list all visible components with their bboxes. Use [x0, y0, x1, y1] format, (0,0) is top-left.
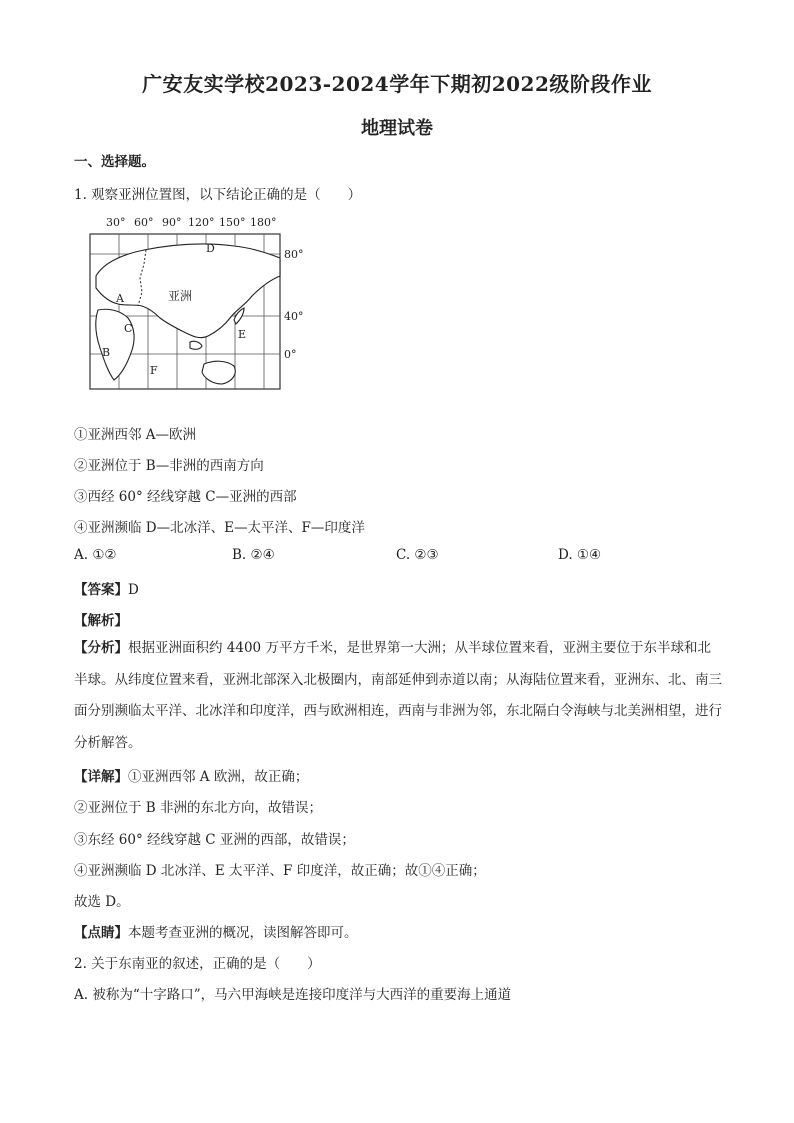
- question-2-stem: 2. 关于东南亚的叙述，正确的是（ ）: [74, 956, 321, 972]
- detail-text: ①亚洲西邻 A 欧洲，故正确；: [128, 769, 309, 785]
- map-side-label: 80°: [284, 248, 304, 261]
- map-region-label: E: [238, 328, 247, 341]
- map-top-label: 60°: [134, 216, 154, 229]
- map-top-label: 120°: [188, 216, 215, 229]
- map-region-label: F: [150, 364, 158, 377]
- question-1-stem: 1. 观察亚洲位置图，以下结论正确的是（ ）: [74, 187, 362, 203]
- detail-tag: 【详解】: [74, 769, 128, 785]
- fenxi-tag: 【分析】: [74, 640, 128, 656]
- answer-value: D: [128, 582, 139, 598]
- map-side-label: 40°: [284, 310, 304, 323]
- map-region-label: D: [206, 242, 215, 255]
- detail-line-2: ②亚洲位于 B 非洲的东北方向，故错误；: [74, 800, 323, 816]
- map-top-label: 30°: [106, 216, 126, 229]
- fenxi-text: 根据亚洲面积约 4400 万平方千米，是世界第一大洲；从半球位置来看，亚洲主要位于东半球和北半球。从纬度位置来看，亚洲北部深入北极圈内，南部延伸到赤道以南；从海陆位置来看，亚洲东、北、南三面分别濒临太平洋、北冰洋和印度洋，西与欧洲相连，西南与非洲为邻，东北隔白令海峡与北美洲相望，进行分析解答。: [74, 640, 722, 751]
- map-region-label: A: [116, 292, 124, 305]
- detail-line-4: ④亚洲濒临 D 北冰洋、E 太平洋、F 印度洋，故正确；故①④正确；: [74, 863, 486, 879]
- map-top-label: 150°: [219, 216, 246, 229]
- detail-line-5: 故选 D。: [74, 894, 130, 910]
- option-c: C. ②③: [396, 547, 439, 563]
- analysis-paragraph: [74, 633, 724, 759]
- option-d: D. ①④: [558, 547, 602, 563]
- map-region-label: C: [124, 322, 133, 335]
- document-title: 广安友实学校2023-2024学年下期初2022级阶段作业: [142, 72, 652, 96]
- option-a: A. ①②: [74, 547, 117, 563]
- comment-tag: 【点睛】: [74, 925, 128, 941]
- comment-text: 本题考查亚洲的概况，读图解答即可。: [128, 925, 358, 941]
- statement-2: ②亚洲位于 B—非洲的西南方向: [74, 458, 264, 474]
- answer-line: [74, 578, 139, 598]
- section-heading: 一、选择题。: [74, 154, 155, 170]
- statement-1: ①亚洲西邻 A—欧洲: [74, 427, 197, 443]
- map-top-label: 180°: [250, 216, 277, 229]
- analysis-tag: 【解析】: [74, 613, 128, 629]
- asia-map-figure: [84, 214, 318, 394]
- statement-4: ④亚洲濒临 D—北冰洋、E—太平洋、F—印度洋: [74, 520, 365, 536]
- map-top-label: 90°: [162, 216, 182, 229]
- document-subtitle: 地理试卷: [361, 118, 433, 139]
- asia-location-map: [84, 214, 318, 394]
- map-asia-label: 亚洲: [168, 289, 193, 303]
- answer-tag: 【答案】: [74, 582, 128, 598]
- statement-3: ③西经 60° 经线穿越 C—亚洲的西部: [74, 489, 297, 505]
- option-b: B. ②④: [232, 547, 275, 563]
- detail-line-1: [74, 765, 308, 785]
- comment-line: [74, 921, 358, 941]
- question-2-option-a: A. 被称为“十字路口”，马六甲海峡是连接印度洋与大西洋的重要海上通道: [74, 987, 512, 1003]
- detail-line-3: ③东经 60° 经线穿越 C 亚洲的西部，故错误；: [74, 832, 355, 848]
- map-side-label: 0°: [284, 348, 297, 361]
- map-region-label: B: [102, 346, 111, 359]
